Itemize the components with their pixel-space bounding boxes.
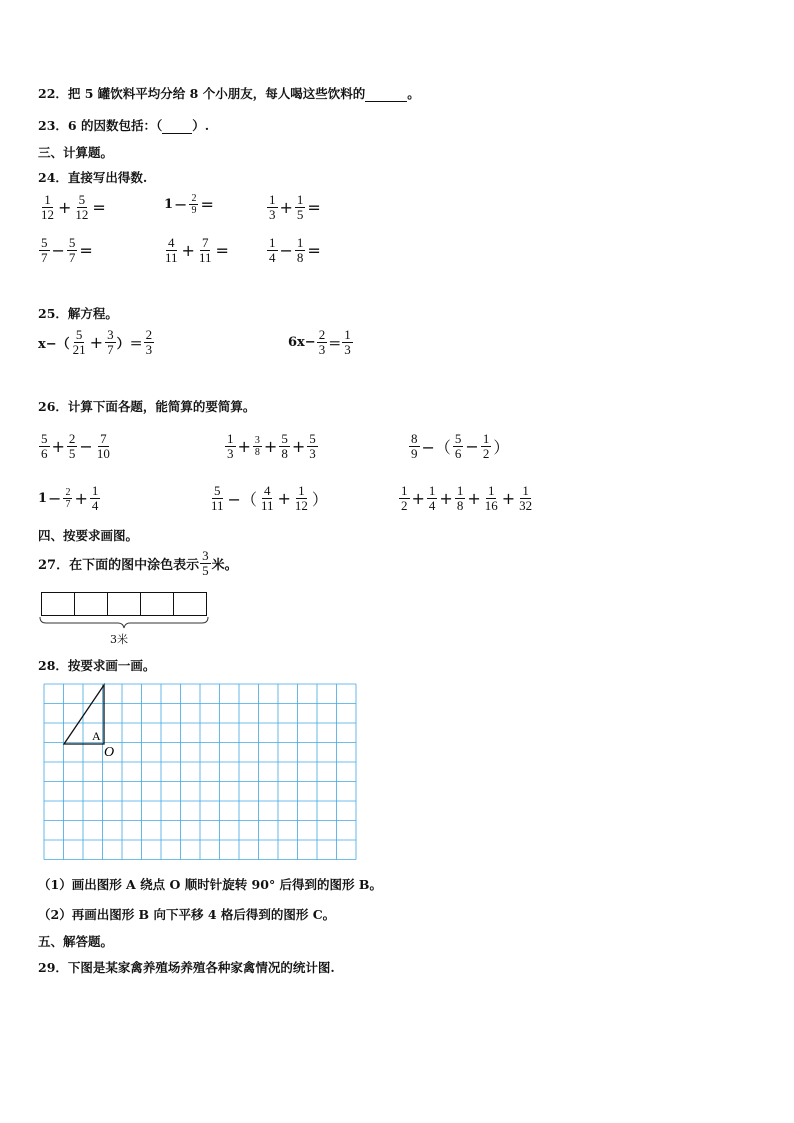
label-a: A <box>92 729 101 743</box>
q26-problem-5: $\frac{5}{11}$ −（ $\frac{4}{11}$ + $\frac{1}{12}$ ） <box>211 483 328 513</box>
strip-cell[interactable] <box>42 593 75 615</box>
q22-end: 。 <box>407 86 420 101</box>
q22-answer-blank[interactable] <box>365 86 407 102</box>
q24-item-1: $\frac{1}{12}$ + $\frac{5}{12}$ = <box>41 192 106 222</box>
q24-item-6: $\frac{1}{4}$ − $\frac{1}{8}$ = <box>269 235 321 265</box>
question-22 <box>38 84 420 102</box>
q27-meter-strip[interactable] <box>41 592 207 616</box>
strip-cell[interactable] <box>141 593 174 615</box>
question-25-title: 25．解方程。 <box>38 306 118 321</box>
q26-problem-1: $\frac{5}{6}$ + $\frac{2}{5}$ − $\frac{7}{10}$ <box>41 431 110 461</box>
section-3-heading: 三、计算题。 <box>38 145 114 160</box>
strip-cell[interactable] <box>75 593 108 615</box>
q23-end: ）. <box>192 118 210 133</box>
section-4-heading: 四、按要求画图。 <box>38 528 139 543</box>
q28-grid[interactable] <box>40 680 364 864</box>
q26-problem-3: $\frac{8}{9}$ −（ $\frac{5}{6}$ − $\frac{1}{2}$ ） <box>411 431 510 461</box>
q23-text: 23．6 的因数包括：（ <box>38 118 163 133</box>
section-5-heading: 五、解答题。 <box>38 934 114 949</box>
question-23 <box>38 116 209 134</box>
q25-equation-2: 6x− $\frac{2}{3}$ ＝ $\frac{1}{3}$ <box>288 327 351 357</box>
strip-cell[interactable] <box>174 593 206 615</box>
q27-strip-label: 3米 <box>110 633 128 646</box>
question-29: 29．下图是某家禽养殖场养殖各种家禽情况的统计图. <box>38 960 335 975</box>
q25-equation-1: x−（ $\frac{5}{21}$ + $\frac{3}{7}$ ）＝ $\frac{2}{3}$ <box>38 327 153 357</box>
q27-brace <box>38 616 210 630</box>
label-o: O <box>104 745 115 760</box>
grid-lines <box>44 684 356 860</box>
q24-item-3: $\frac{1}{3}$ + $\frac{1}{5}$ = <box>269 192 321 222</box>
q28-step-1: （1）画出图形 A 绕点 O 顺时针旋转 90° 后得到的图形 B。 <box>38 877 382 892</box>
q23-answer-blank[interactable] <box>162 118 192 134</box>
question-24-title: 24．直接写出得数. <box>38 170 148 185</box>
question-27: 27．在下面的图中涂色表示 $\frac{3}{5}$ 米。 <box>38 548 238 578</box>
q28-step-2: （2）再画出图形 B 向下平移 4 格后得到的图形 C。 <box>38 907 336 922</box>
q26-problem-4: 1 − $\frac{2}{7}$ + $\frac{1}{4}$ <box>38 483 99 513</box>
q26-problem-6: $\frac{1}{2}$ + $\frac{1}{4}$ + $\frac{1}{8}$ + $\frac{1}{16}$ + $\frac{1}{32}$ <box>401 483 533 513</box>
q22-text: 22．把 5 罐饮料平均分给 8 个小朋友，每人喝这些饮料的 <box>38 86 366 101</box>
q24-item-4: $\frac{5}{7}$ − $\frac{5}{7}$ = <box>41 235 93 265</box>
question-26-title: 26．计算下面各题，能简算的要简算。 <box>38 399 256 414</box>
q24-item-2: 1 − $\frac{2}{9}$ = <box>164 193 214 216</box>
q26-problem-2: $\frac{1}{3}$ + $\frac{3}{8}$ + $\frac{5}{8}$ + $\frac{5}{3}$ <box>227 431 316 461</box>
question-28-title: 28．按要求画一画。 <box>38 658 156 673</box>
q24-item-5: $\frac{4}{11}$ + $\frac{7}{11}$ = <box>165 235 229 265</box>
strip-cell[interactable] <box>108 593 141 615</box>
